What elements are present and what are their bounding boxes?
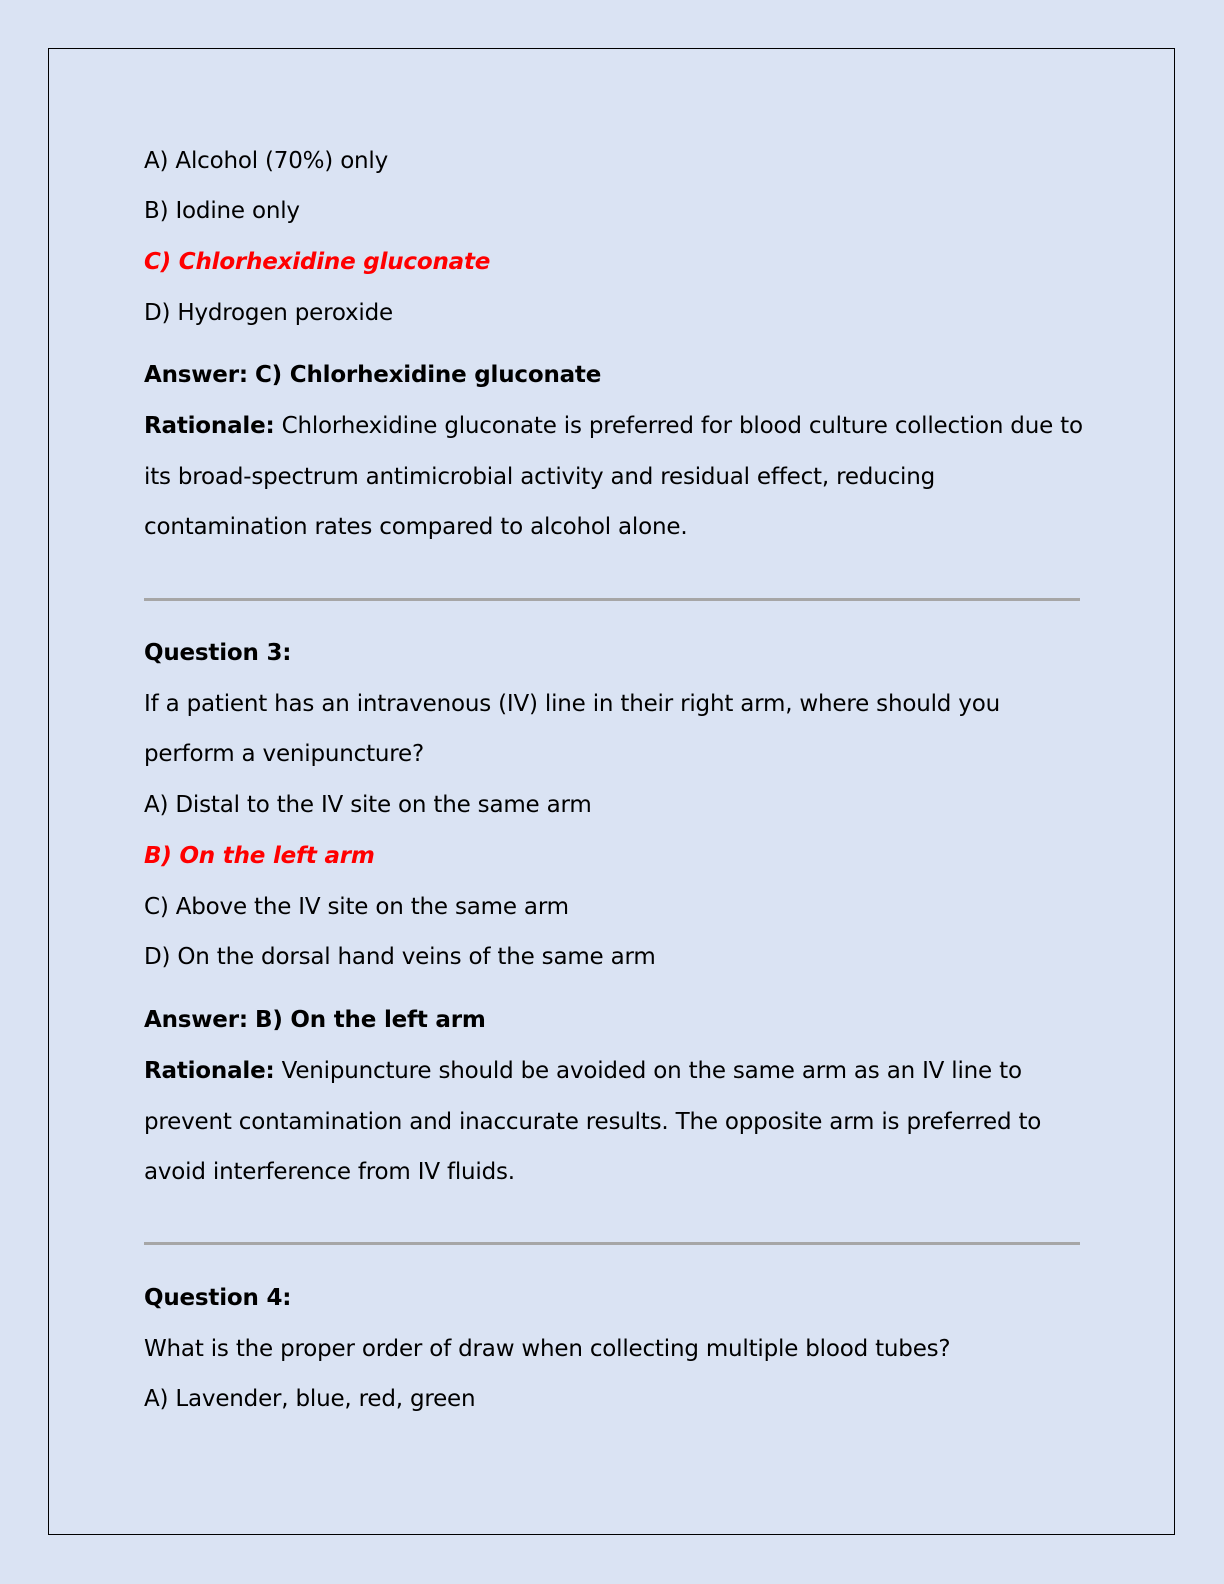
q3-question-line-2: perform a venipuncture? [144,741,424,767]
q3-option-b-correct: B) On the left arm [144,843,375,869]
q3-answer-label: Answer: [144,1007,248,1033]
section-divider [144,1242,1080,1245]
q2-rationale-label: Rationale: [144,413,275,439]
q3-answer-text: B) On the left arm [254,1007,486,1033]
q3-rationale-line-3: avoid interference from IV fluids. [144,1159,515,1185]
section-divider [144,598,1080,601]
q2-option-c-correct: C) Chlorhexidine gluconate [144,249,491,275]
q3-answer [144,1005,486,1035]
q2-answer [144,360,601,390]
q2-rationale-line-2: its broad-spectrum antimicrobial activity and residual effect, reducing [144,464,935,490]
q2-answer-text: C) Chlorhexidine gluconate [254,362,602,388]
q3-rationale-text-1: Venipuncture should be avoided on the same arm as an IV line to [274,1058,1022,1084]
q2-rationale-line-1 [144,411,1083,441]
q3-rationale-label: Rationale: [144,1058,275,1084]
q2-rationale-text-1: Chlorhexidine gluconate is preferred for blood culture collection due to [274,413,1083,439]
q3-rationale-line-2: prevent contamination and inaccurate results. The opposite arm is preferred to [144,1109,1042,1135]
q3-option-c: C) Above the IV site on the same arm [144,894,569,920]
q3-option-d: D) On the dorsal hand veins of the same arm [144,944,656,970]
q4-option-a: A) Lavender, blue, red, green [144,1386,476,1412]
q2-rationale-line-3: contamination rates compared to alcohol alone. [144,514,688,540]
q2-option-b: B) Iodine only [144,198,300,224]
q3-rationale-line-1 [144,1056,1022,1086]
q2-answer-label: Answer: [144,362,248,388]
q3-option-a: A) Distal to the IV site on the same arm [144,792,592,818]
q3-heading: Question 3: [144,640,292,666]
q3-question-line-1: If a patient has an intravenous (IV) line in their right arm, where should you [144,691,1000,717]
q2-option-d: D) Hydrogen peroxide [144,300,393,326]
q4-question-line-1: What is the proper order of draw when collecting multiple blood tubes? [144,1336,951,1362]
q4-heading: Question 4: [144,1285,292,1311]
q2-option-a: A) Alcohol (70%) only [144,148,389,174]
